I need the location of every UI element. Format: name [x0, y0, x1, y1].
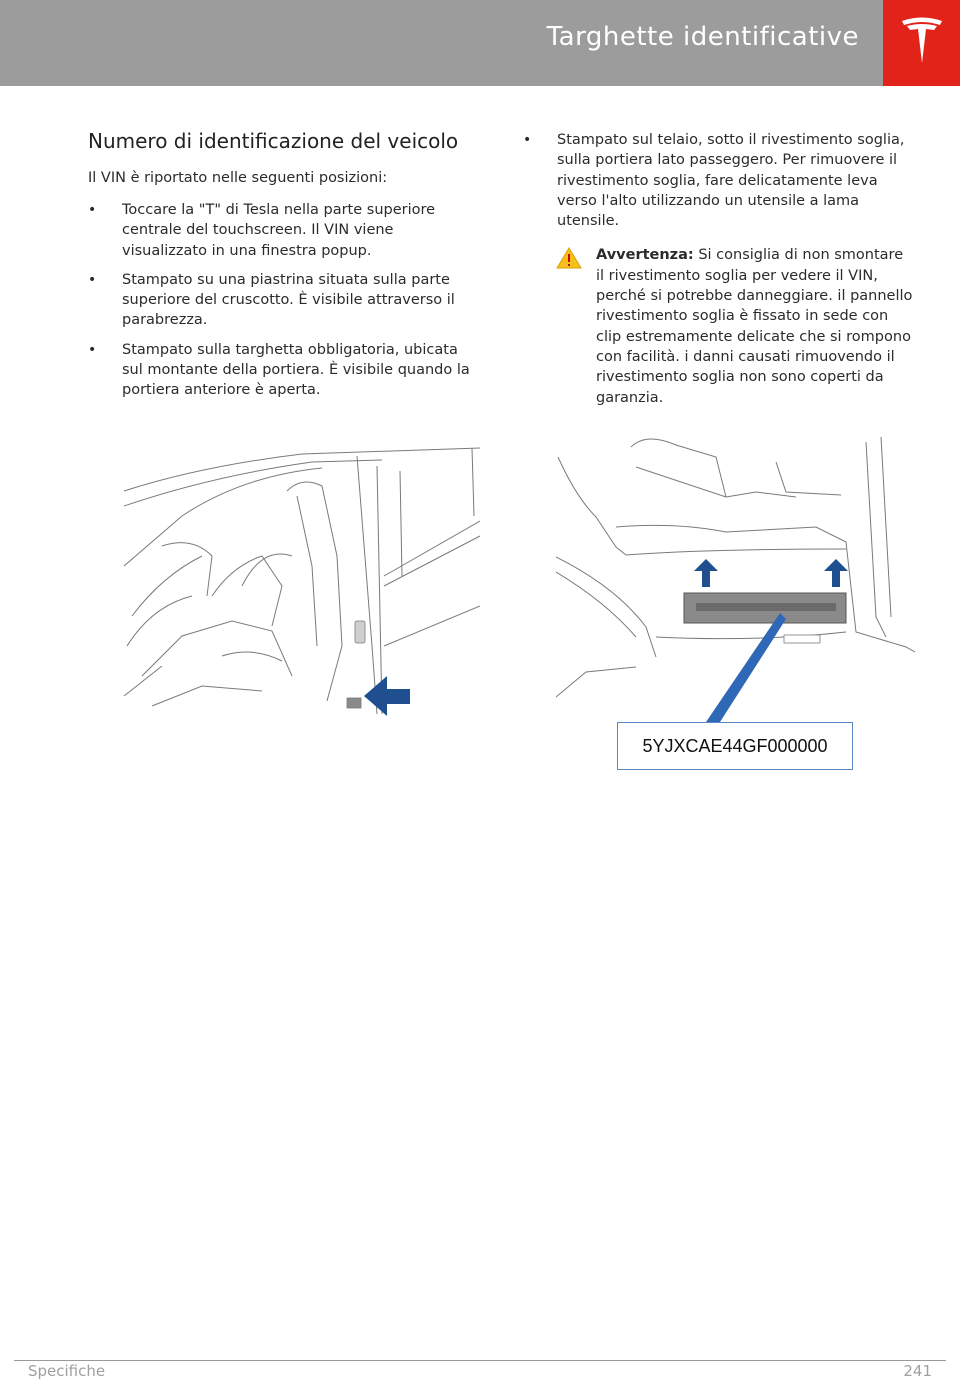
list-item: • Stampato sulla targhetta obbligatoria, ubicata sul montante della portiera. È visibile quando la portiera anteriore è aperta. — [88, 340, 480, 401]
warning-text: Si consiglia di non smontare il rivestimento soglia per vedere il VIN, perché si potrebbe danneggiare. il pannello rivestimento soglia è fissato in sede con clip estremamente delicate che si rompono con facilità. i danni causati rimuovendo il rivestimento soglia non sono coperti da garanzia. — [596, 247, 913, 406]
page-number: 241 — [903, 1362, 932, 1380]
door-pillar-illustration — [122, 446, 480, 716]
vin-label-callout: 5YJXCAE44GF000000 — [617, 722, 853, 770]
vin-locations-list — [88, 200, 480, 401]
page-header — [0, 0, 883, 86]
footer-divider — [14, 1360, 946, 1361]
arrow-icon — [364, 676, 410, 716]
vin-locations-list-continued — [523, 130, 915, 231]
list-item: • Stampato sul telaio, sotto il rivestimento soglia, sulla portiera lato passeggero. Per rimuovere il rivestimento soglia, fare delicatamente leva verso l'alto utilizzando un utensile a lama utensile. — [523, 130, 915, 231]
lift-arrow-icon — [694, 559, 848, 587]
footer-section: Specifiche — [28, 1362, 106, 1380]
intro-text: Il VIN è riportato nelle seguenti posizioni: — [88, 170, 388, 186]
warning-triangle-icon — [556, 247, 582, 269]
right-column — [523, 130, 915, 408]
warning-note — [556, 245, 915, 407]
section-title: Numero di identificazione del veicolo — [88, 129, 459, 153]
left-column — [88, 128, 480, 410]
list-item: • Toccare la "T" di Tesla nella parte superiore centrale del touchscreen. Il VIN viene visualizzato in una finestra popup. — [88, 200, 480, 261]
warning-label: Avvertenza: — [596, 247, 694, 264]
list-item: • Stampato su una piastrina situata sulla parte superiore del cruscotto. È visibile attraverso il parabrezza. — [88, 270, 480, 331]
brand-logo-box — [883, 0, 960, 86]
tesla-logo-icon — [899, 15, 945, 65]
page-header-title: Targhette identificative — [546, 22, 859, 52]
